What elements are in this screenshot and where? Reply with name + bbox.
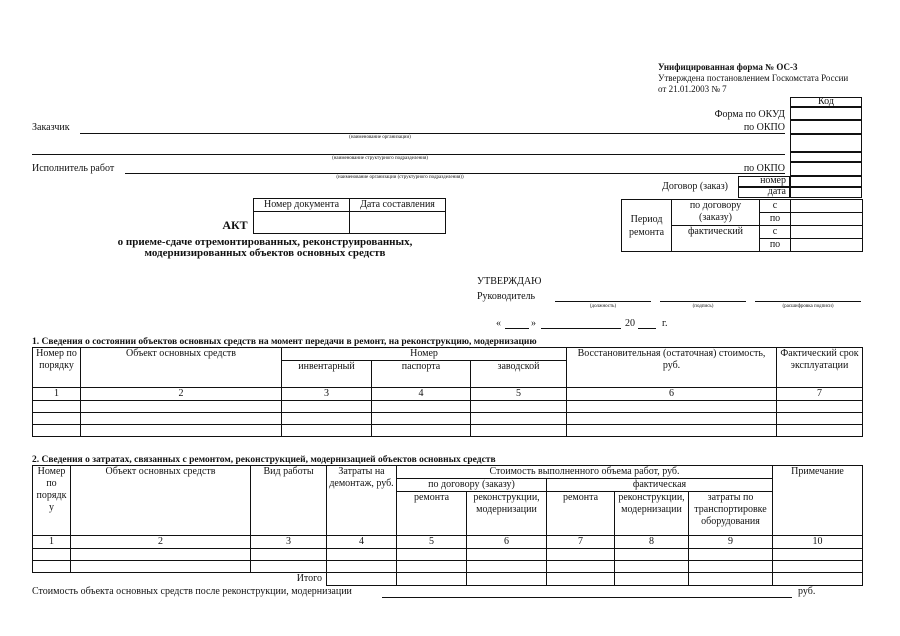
s2-num-7: 7 — [547, 536, 615, 549]
s2-col-dismantle: Затраты на демонтаж, руб. — [327, 466, 397, 536]
okpo2-code-cell[interactable] — [790, 162, 862, 176]
section1-title: 1. Сведения о состоянии объектов основных средств на момент передачи в ремонт, на реконструкцию, модернизацию — [32, 337, 537, 347]
customer-label: Заказчик — [32, 122, 70, 133]
period-from2: с — [760, 226, 791, 239]
doc-date-cell[interactable] — [350, 212, 446, 234]
approved-line2: от 21.01.2003 № 7 — [658, 84, 727, 94]
table-row — [33, 549, 863, 561]
dept-field[interactable] — [32, 154, 785, 155]
table-row — [33, 413, 863, 425]
table-row — [33, 425, 863, 437]
act-subtitle1: о приеме-сдаче отремонтированных, реконструированных, — [117, 236, 413, 248]
period-label2: ремонта — [628, 226, 665, 238]
section1-table — [32, 347, 863, 437]
act-subtitle2: модернизированных объектов основных средств — [144, 247, 386, 259]
s2-num-1: 1 — [33, 536, 71, 549]
s1-num-2: 2 — [81, 388, 282, 401]
period-from1: с — [760, 200, 791, 213]
s2-num-9: 9 — [689, 536, 773, 549]
period-to1: по — [760, 213, 791, 226]
period-from2-value[interactable] — [791, 226, 863, 239]
dept-hint: (наименование структурного подразделения) — [332, 156, 428, 161]
s2-num-10: 10 — [773, 536, 863, 549]
s1-num-6: 6 — [567, 388, 777, 401]
decode-hint: (расшифровка подписи) — [782, 304, 834, 309]
date-label: дата — [767, 186, 786, 197]
s2-col-note: Примечание — [773, 466, 863, 536]
s1-col-factory: заводской — [471, 361, 567, 388]
form-title: Унифицированная форма № ОС-3 — [658, 62, 798, 72]
customer-field[interactable] — [80, 133, 785, 134]
s1-col-term: Фактический срок эксплуатации — [777, 348, 863, 388]
s1-col-value: Восстановительная (остаточная) стоимость, руб. — [567, 348, 777, 388]
s2-col-transport: затраты по транспортировке оборудования — [689, 492, 773, 536]
contract-label: Договор (заказ) — [662, 181, 728, 192]
signature-hint: (подпись) — [692, 304, 714, 309]
okpo-code-cell[interactable] — [790, 120, 862, 134]
approve-title: УТВЕРЖДАЮ — [477, 276, 542, 287]
s2-col-work: Вид работы — [251, 466, 327, 536]
s2-col-num: Номер по порядк у — [33, 466, 71, 536]
total-row — [33, 573, 863, 586]
period-label1: Период — [630, 213, 663, 225]
period-to2-value[interactable] — [791, 239, 863, 252]
contractor-label: Исполнитель работ — [32, 163, 115, 174]
s2-col-by-contract: по договору (заказу) — [397, 479, 547, 492]
position-field[interactable] — [555, 301, 651, 302]
s2-num-2: 2 — [71, 536, 251, 549]
s2-col-cost-group: Стоимость выполненного объема работ, руб. — [397, 466, 773, 479]
quote-close: » — [531, 318, 536, 329]
approve-head: Руководитель — [477, 291, 536, 302]
s1-num-4: 4 — [372, 388, 471, 401]
period-by-contract2: (заказу) — [699, 212, 732, 223]
customer-hint: (наименование организации) — [349, 135, 411, 140]
period-to2: по — [760, 239, 791, 252]
s1-col-num: Номер по порядку — [33, 348, 81, 388]
cost-after-field[interactable] — [382, 597, 792, 598]
day-field[interactable] — [505, 328, 529, 329]
period-by-contract1: по договору — [689, 200, 742, 211]
s2-col-repair: ремонта — [397, 492, 467, 536]
year-suffix: г. — [662, 318, 668, 329]
decode-field[interactable] — [755, 301, 861, 302]
table-row — [33, 401, 863, 413]
s1-col-object: Объект основных средств — [81, 348, 282, 388]
s2-num-4: 4 — [327, 536, 397, 549]
number-label: номер — [760, 175, 786, 186]
position-hint: (должность) — [589, 304, 617, 309]
period-to1-value[interactable] — [791, 213, 863, 226]
s1-num-3: 3 — [282, 388, 372, 401]
s1-num-7: 7 — [777, 388, 863, 401]
contract-date-cell[interactable] — [790, 187, 862, 198]
table-row — [33, 561, 863, 573]
signature-field[interactable] — [660, 301, 746, 302]
s2-col-reconstruct: реконструкции, модернизации — [467, 492, 547, 536]
section2-title: 2. Сведения о затратах, связанных с ремонтом, реконструкцией, модернизацией объектов основных средств — [32, 455, 496, 465]
s2-col-reconstruct2: реконструкции, модернизации — [615, 492, 689, 536]
s2-num-5: 5 — [397, 536, 467, 549]
doc-date-header: Дата составления — [350, 199, 446, 212]
doc-number-header: Номер документа — [254, 199, 350, 212]
s2-num-8: 8 — [615, 536, 689, 549]
contractor-hint: (наименование организации (структурного подразделения)) — [336, 175, 464, 180]
s2-col-repair2: ремонта — [547, 492, 615, 536]
s2-col-actual: фактическая — [547, 479, 773, 492]
dept2-code-cell[interactable] — [790, 152, 862, 162]
s1-num-1: 1 — [33, 388, 81, 401]
okpo2-label: по ОКПО — [743, 163, 785, 174]
year-field[interactable] — [638, 328, 656, 329]
act-title: АКТ — [222, 218, 248, 232]
s1-col-passport: паспорта — [372, 361, 471, 388]
section2-table — [32, 465, 863, 586]
approved-line1: Утверждена постановлением Госкомстата России — [658, 73, 849, 83]
month-field[interactable] — [541, 328, 621, 329]
s2-num-6: 6 — [467, 536, 547, 549]
quote-open: « — [496, 318, 501, 329]
s1-col-inventory: инвентарный — [282, 361, 372, 388]
period-label — [622, 200, 672, 252]
year-prefix: 20 — [625, 318, 635, 329]
dept-code-cell[interactable] — [790, 134, 862, 152]
total-label: Итого — [33, 573, 327, 586]
codes-header: Код — [818, 96, 834, 107]
okud-code-cell[interactable] — [790, 107, 862, 120]
cost-after-label: Стоимость объекта основных средств после реконструкции, модернизации — [32, 586, 352, 597]
period-actual: фактический — [672, 226, 760, 252]
s1-col-number-group: Номер — [282, 348, 567, 361]
s2-num-3: 3 — [251, 536, 327, 549]
okpo-label: по ОКПО — [743, 122, 785, 133]
contractor-field[interactable] — [125, 173, 785, 174]
okud-label: Форма по ОКУД — [714, 109, 785, 120]
currency-label: руб. — [798, 586, 816, 597]
s1-num-5: 5 — [471, 388, 567, 401]
s2-col-object: Объект основных средств — [71, 466, 251, 536]
period-from1-value[interactable] — [791, 200, 863, 213]
contract-number-cell[interactable] — [790, 176, 862, 187]
